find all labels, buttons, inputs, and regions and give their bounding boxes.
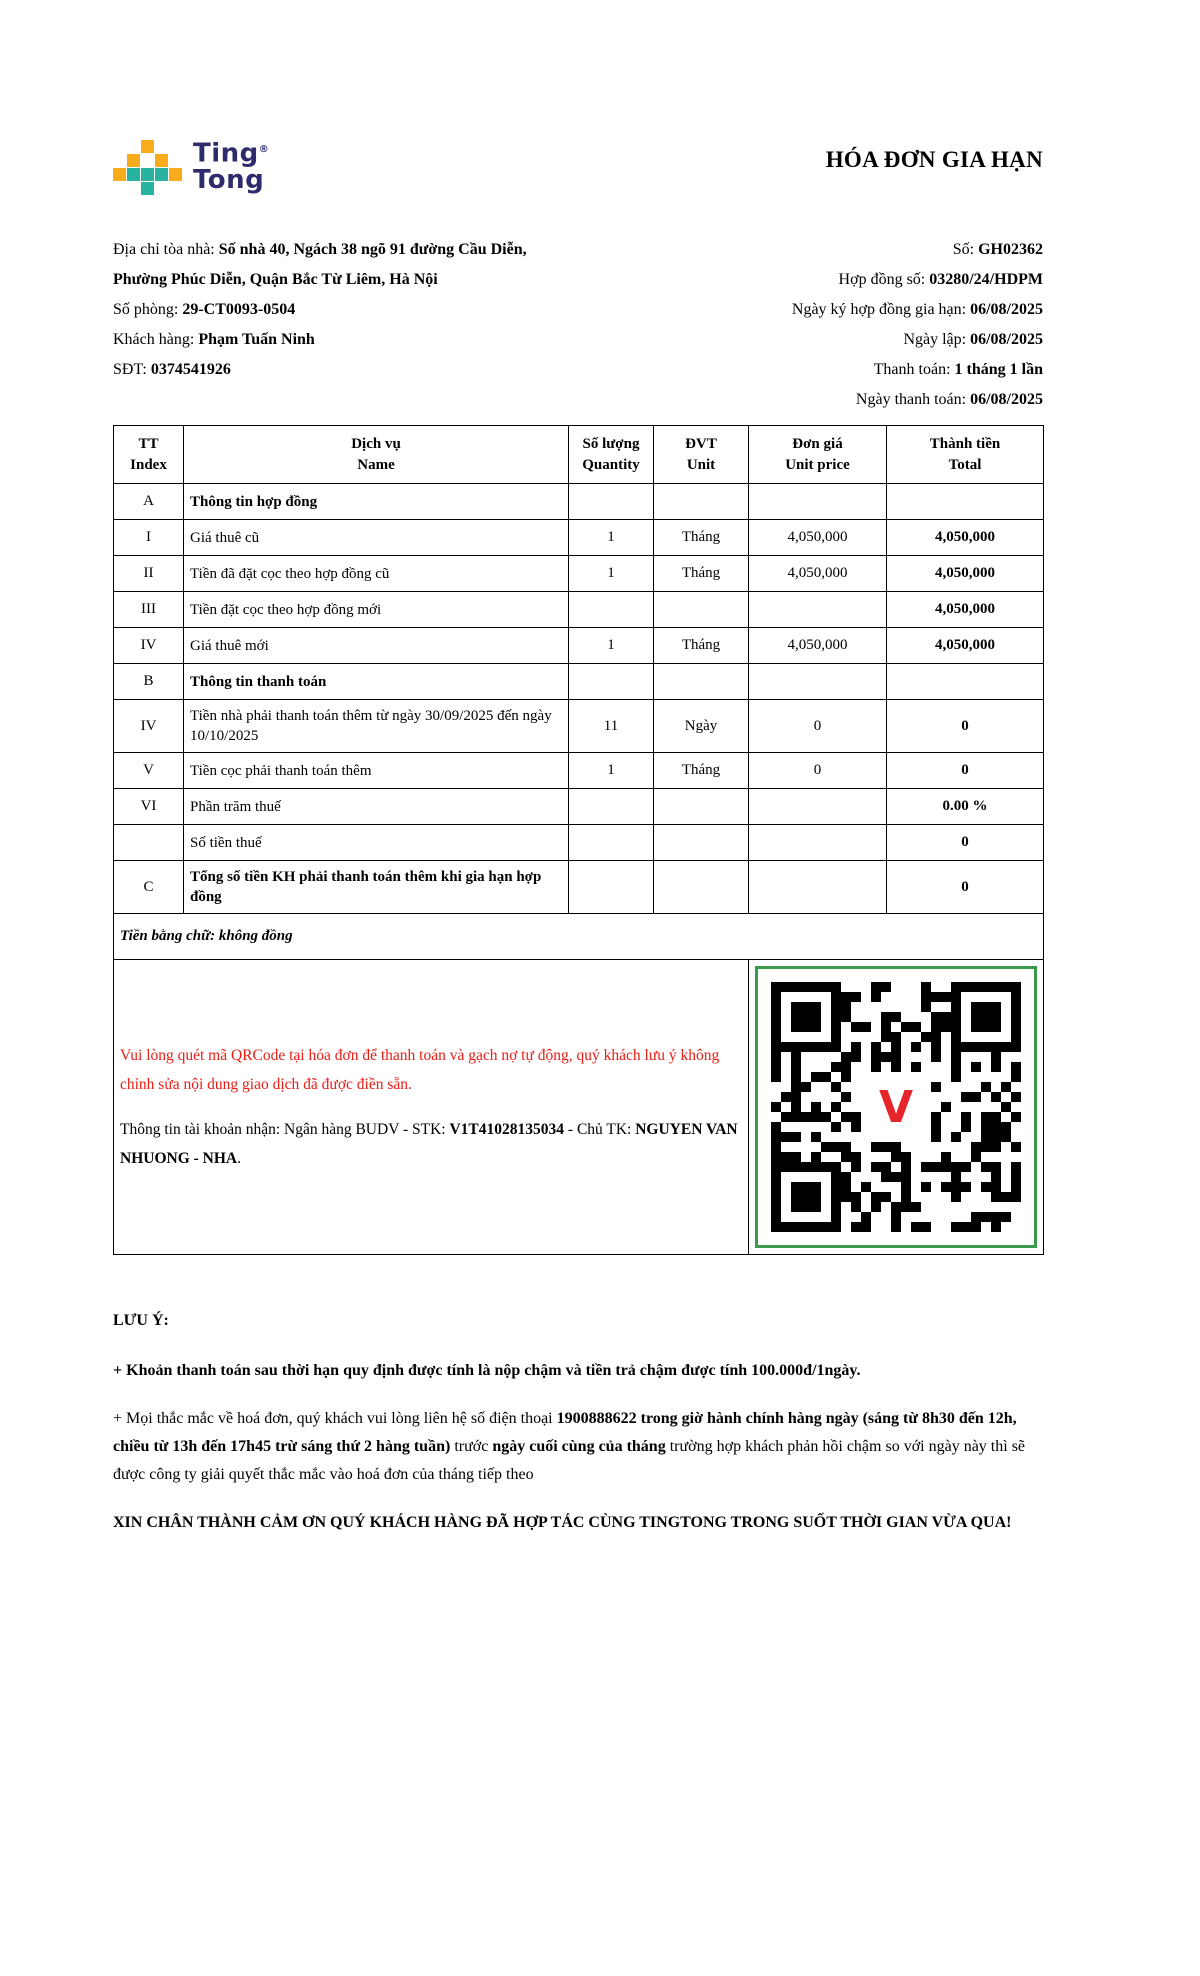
cell-tt: III (114, 592, 184, 628)
cell-unit: Tháng (654, 556, 749, 592)
invoice-meta-line: Ngày thanh toán: 06/08/2025 (855, 391, 1043, 408)
qr-frame (755, 966, 1037, 1248)
invoice-meta-line: Số: GH02362 (952, 241, 1043, 258)
invoice-meta-block (792, 235, 1043, 415)
table-footer (114, 914, 1044, 1255)
cell-name: Tiền đặt cọc theo hợp đồng mới (184, 592, 569, 628)
cell-qty: 1 (569, 628, 654, 664)
cell-qty (569, 664, 654, 700)
cell-name: Phần trăm thuế (184, 789, 569, 825)
column-header: TT Index (114, 426, 184, 484)
cell-price: 4,050,000 (749, 520, 887, 556)
invoice-meta-line: Hợp đồng số: 03280/24/HDPM (838, 271, 1043, 288)
cell-total: 4,050,000 (887, 520, 1044, 556)
cell-qty: 1 (569, 556, 654, 592)
qr-row (114, 960, 1044, 1255)
cell-total: 0 (887, 753, 1044, 789)
cell-price (749, 861, 887, 914)
cell-tt: II (114, 556, 184, 592)
qr-warning-text: Vui lòng quét mã QRCode tại hóa đơn để thanh toán và gạch nợ tự động, quý khách lưu ý không chỉnh sửa nội dung giao dịch đã được điền sẵn. (120, 1047, 720, 1093)
cell-tt: VI (114, 789, 184, 825)
cell-total: 0.00 % (887, 789, 1044, 825)
table-row (114, 592, 1044, 628)
table-row (114, 664, 1044, 700)
note-hotline: + Mọi thắc mắc về hoá đơn, quý khách vui lòng liên hệ số điện thoại 1900888622 trong giờ hành chính hàng ngày (sáng từ 8h30 đến 12h, chiều từ 13h đến 17h45 trừ sáng thứ 2 hàng tuần) trước ngày cuối cùng của tháng trường hợp khách phản hồi chậm so với ngày này thì sẽ được công ty giải quyết thắc mắc vào hoá đơn của tháng tiếp theo (113, 1410, 1026, 1483)
registered-mark: ® (258, 144, 270, 155)
notes-heading: LƯU Ý: (113, 1312, 169, 1329)
cell-tt: C (114, 861, 184, 914)
customer-info-line: Số phòng: 29-CT0093-0504 (113, 301, 296, 318)
column-header: Đơn giá Unit price (749, 426, 887, 484)
cell-name: Tổng số tiền KH phải thanh toán thêm khi gia hạn hợp đồng (184, 861, 569, 914)
page-title: HÓA ĐƠN GIA HẠN (825, 147, 1043, 172)
cell-qty (569, 789, 654, 825)
cell-total: 4,050,000 (887, 592, 1044, 628)
cell-name: Số tiền thuế (184, 825, 569, 861)
cell-price: 0 (749, 700, 887, 753)
table-row (114, 484, 1044, 520)
cell-qty (569, 592, 654, 628)
cell-unit: Tháng (654, 753, 749, 789)
qr-wrap (771, 982, 1021, 1232)
customer-info-line: SĐT: 0374541926 (113, 361, 231, 378)
tingtong-wordmark: Ting® Tong (193, 138, 270, 195)
cell-qty (569, 825, 654, 861)
cell-unit (654, 825, 749, 861)
footer-notes (113, 1307, 1045, 1537)
cell-unit: Tháng (654, 628, 749, 664)
amount-words-row (114, 914, 1044, 960)
header (113, 133, 1043, 199)
tingtong-logo-icon (113, 140, 182, 195)
cell-price: 4,050,000 (749, 556, 887, 592)
cell-name: Thông tin thanh toán (184, 664, 569, 700)
table-row (114, 825, 1044, 861)
customer-info-line: Phường Phúc Diễn, Quận Bắc Từ Liêm, Hà Nội (113, 271, 438, 288)
cell-name: Tiền cọc phải thanh toán thêm (184, 753, 569, 789)
cell-price (749, 592, 887, 628)
cell-qty: 11 (569, 700, 654, 753)
bank-account-info: Thông tin tài khoản nhận: Ngân hàng BUDV - STK: V1T41028135034 - Chủ TK: NGUYEN VAN NHUONG - NHA. (120, 1121, 738, 1167)
cell-unit (654, 789, 749, 825)
cell-tt: IV (114, 700, 184, 753)
thank-you-text: XIN CHÂN THÀNH CẢM ƠN QUÝ KHÁCH HÀNG ĐÃ HỢP TÁC CÙNG TINGTONG TRONG SUỐT THỜI GIAN VỪA QUA! (113, 1514, 1012, 1531)
table-body (114, 484, 1044, 914)
cell-total (887, 664, 1044, 700)
cell-price: 0 (749, 753, 887, 789)
column-header: Số lượng Quantity (569, 426, 654, 484)
cell-qty: 1 (569, 520, 654, 556)
table-header (114, 426, 1044, 484)
invoice-meta-line: Ngày ký hợp đồng gia hạn: 06/08/2025 (791, 301, 1043, 318)
qr-cell (749, 960, 1044, 1255)
qr-center-v-icon: V (867, 1078, 925, 1136)
cell-price: 4,050,000 (749, 628, 887, 664)
cell-name: Thông tin hợp đồng (184, 484, 569, 520)
cell-price (749, 825, 887, 861)
cell-total: 0 (887, 861, 1044, 914)
cell-total: 0 (887, 700, 1044, 753)
table-row (114, 520, 1044, 556)
invoice-meta-line: Thanh toán: 1 tháng 1 lần (873, 361, 1043, 378)
column-header: Thành tiền Total (887, 426, 1044, 484)
cell-unit (654, 592, 749, 628)
customer-info-block (113, 235, 603, 415)
cell-name: Giá thuê mới (184, 628, 569, 664)
cell-tt: V (114, 753, 184, 789)
cell-price (749, 789, 887, 825)
column-header: Dịch vụ Name (184, 426, 569, 484)
cell-unit (654, 484, 749, 520)
cell-qty (569, 484, 654, 520)
cell-price (749, 484, 887, 520)
tingtong-logo (113, 133, 269, 195)
table-row (114, 789, 1044, 825)
invoice-info (113, 235, 1043, 415)
customer-info-line: Địa chỉ tòa nhà: Số nhà 40, Ngách 38 ngõ 91 đường Cầu Diễn, (113, 241, 527, 258)
cell-tt: IV (114, 628, 184, 664)
cell-qty (569, 861, 654, 914)
table-row (114, 556, 1044, 592)
cell-unit: Tháng (654, 520, 749, 556)
cell-total: 0 (887, 825, 1044, 861)
cell-unit (654, 664, 749, 700)
cell-unit (654, 861, 749, 914)
cell-tt: B (114, 664, 184, 700)
cell-tt (114, 825, 184, 861)
cell-total: 4,050,000 (887, 628, 1044, 664)
customer-info-line: Khách hàng: Phạm Tuấn Ninh (113, 331, 315, 348)
cell-name: Tiền nhà phải thanh toán thêm từ ngày 30/09/2025 đến ngày 10/10/2025 (184, 700, 569, 753)
invoice-meta-line: Ngày lập: 06/08/2025 (903, 331, 1043, 348)
cell-price (749, 664, 887, 700)
table-row (114, 861, 1044, 914)
cell-total (887, 484, 1044, 520)
table-row (114, 700, 1044, 753)
table-row (114, 753, 1044, 789)
column-header: ĐVT Unit (654, 426, 749, 484)
cell-name: Tiền đã đặt cọc theo hợp đồng cũ (184, 556, 569, 592)
amount-in-words: Tiền bằng chữ: không đồng (114, 914, 1044, 960)
cell-tt: A (114, 484, 184, 520)
cell-unit: Ngày (654, 700, 749, 753)
payment-instructions-cell (114, 960, 749, 1255)
cell-total: 4,050,000 (887, 556, 1044, 592)
cell-name: Giá thuê cũ (184, 520, 569, 556)
cell-qty: 1 (569, 753, 654, 789)
note-late-payment: + Khoản thanh toán sau thời hạn quy định được tính là nộp chậm và tiền trả chậm được tính 100.000đ/1ngày. (113, 1362, 861, 1379)
cell-tt: I (114, 520, 184, 556)
invoice-table (113, 425, 1044, 1255)
table-row (114, 628, 1044, 664)
